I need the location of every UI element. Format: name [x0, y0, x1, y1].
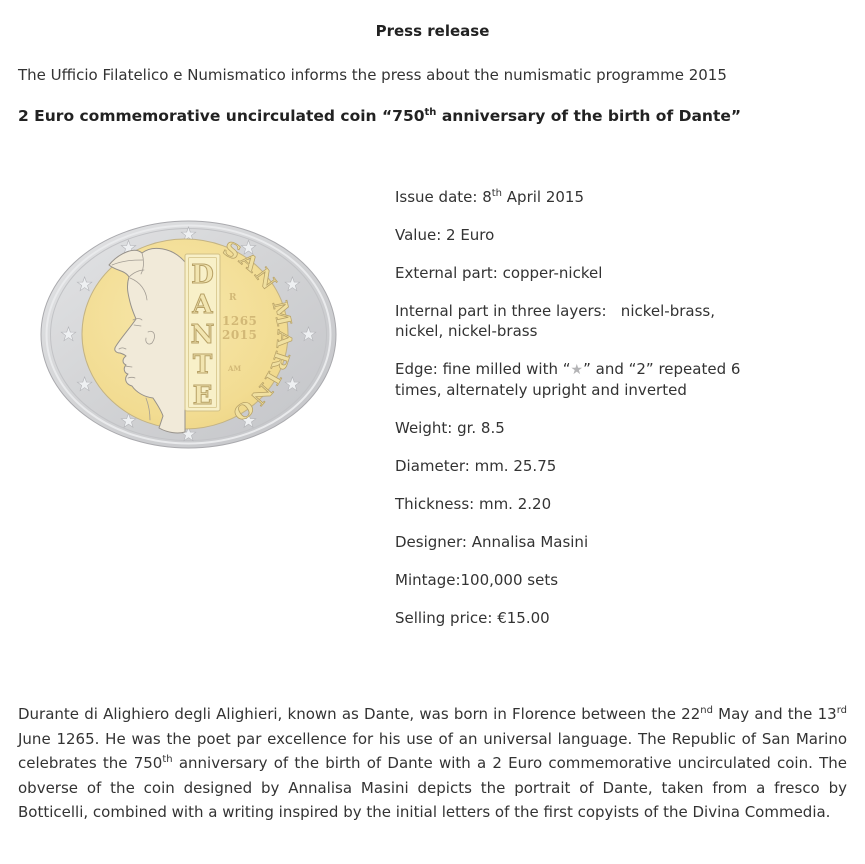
- spec-mintage: Mintage:100,000 sets: [395, 571, 559, 589]
- spec-thickness: Thickness: mm. 2.20: [395, 495, 552, 513]
- spec-issue-date: Issue date: 8th April 2015: [395, 188, 585, 206]
- coin-year-1265: 1265: [222, 314, 258, 328]
- spec-designer: Designer: Annalisa Masini: [395, 533, 589, 551]
- coin-specs-list: [395, 187, 740, 646]
- page-title: Press release: [375, 22, 490, 40]
- content-row: [18, 187, 847, 646]
- spec-internal-part: Internal part in three layers: nickel-brass, nickel, nickel-brass: [395, 302, 715, 340]
- spec-diameter: Diameter: mm. 25.75: [395, 457, 557, 475]
- coin-year-2015: 2015: [222, 328, 258, 342]
- coin-mintmark: R: [229, 293, 237, 303]
- coin-image: [40, 220, 337, 453]
- spec-edge: Edge: fine milled with “★” and “2” repeated 6 times, alternately upright and inverted: [395, 360, 741, 399]
- svg-text:T: T: [192, 350, 213, 380]
- heading-superscript: th: [424, 106, 437, 118]
- spec-selling-price: Selling price: €15.00: [395, 609, 550, 627]
- coin-legend-san-marino: SAN MARINO: [219, 235, 297, 426]
- svg-text:A: A: [192, 290, 213, 320]
- dante-name-band: [185, 254, 220, 411]
- heading-text: 2 Euro commemorative uncirculated coin “750: [18, 107, 425, 125]
- closing-paragraph: Durante di Alighiero degli Alighieri, known as Dante, was born in Florence between the 22nd May and the 13rd June 1265. He was the poet par excellence for his use of an universal language. The Republic of San Marino celebrates the 750th anniversary of the birth of Dante with a 2 Euro commemorative uncirculated coin. The obverse of the coin designed by Annalisa Masini depicts the portrait of Dante, taken from a fresco by Botticelli, combined with a writing inspired by the initial letters of the first copyists of the Divina Commedia.: [18, 705, 847, 821]
- two-euro-coin-illustration: [40, 220, 337, 449]
- svg-text:E: E: [192, 381, 213, 411]
- heading-text-end: anniversary of the birth of Dante”: [436, 107, 742, 125]
- spec-external-part: External part: copper-nickel: [395, 264, 603, 282]
- svg-text:N: N: [190, 320, 215, 350]
- spec-value: Value: 2 Euro: [395, 226, 495, 244]
- svg-text:D: D: [191, 260, 214, 290]
- star-icon: ★: [570, 362, 584, 378]
- coin-engraver-mark: AM: [228, 364, 242, 373]
- doc-heading: [18, 106, 847, 126]
- spec-weight: Weight: gr. 8.5: [395, 419, 505, 437]
- intro-text: The Ufficio Filatelico e Numismatico informs the press about the numismatic programme 2015: [18, 66, 727, 84]
